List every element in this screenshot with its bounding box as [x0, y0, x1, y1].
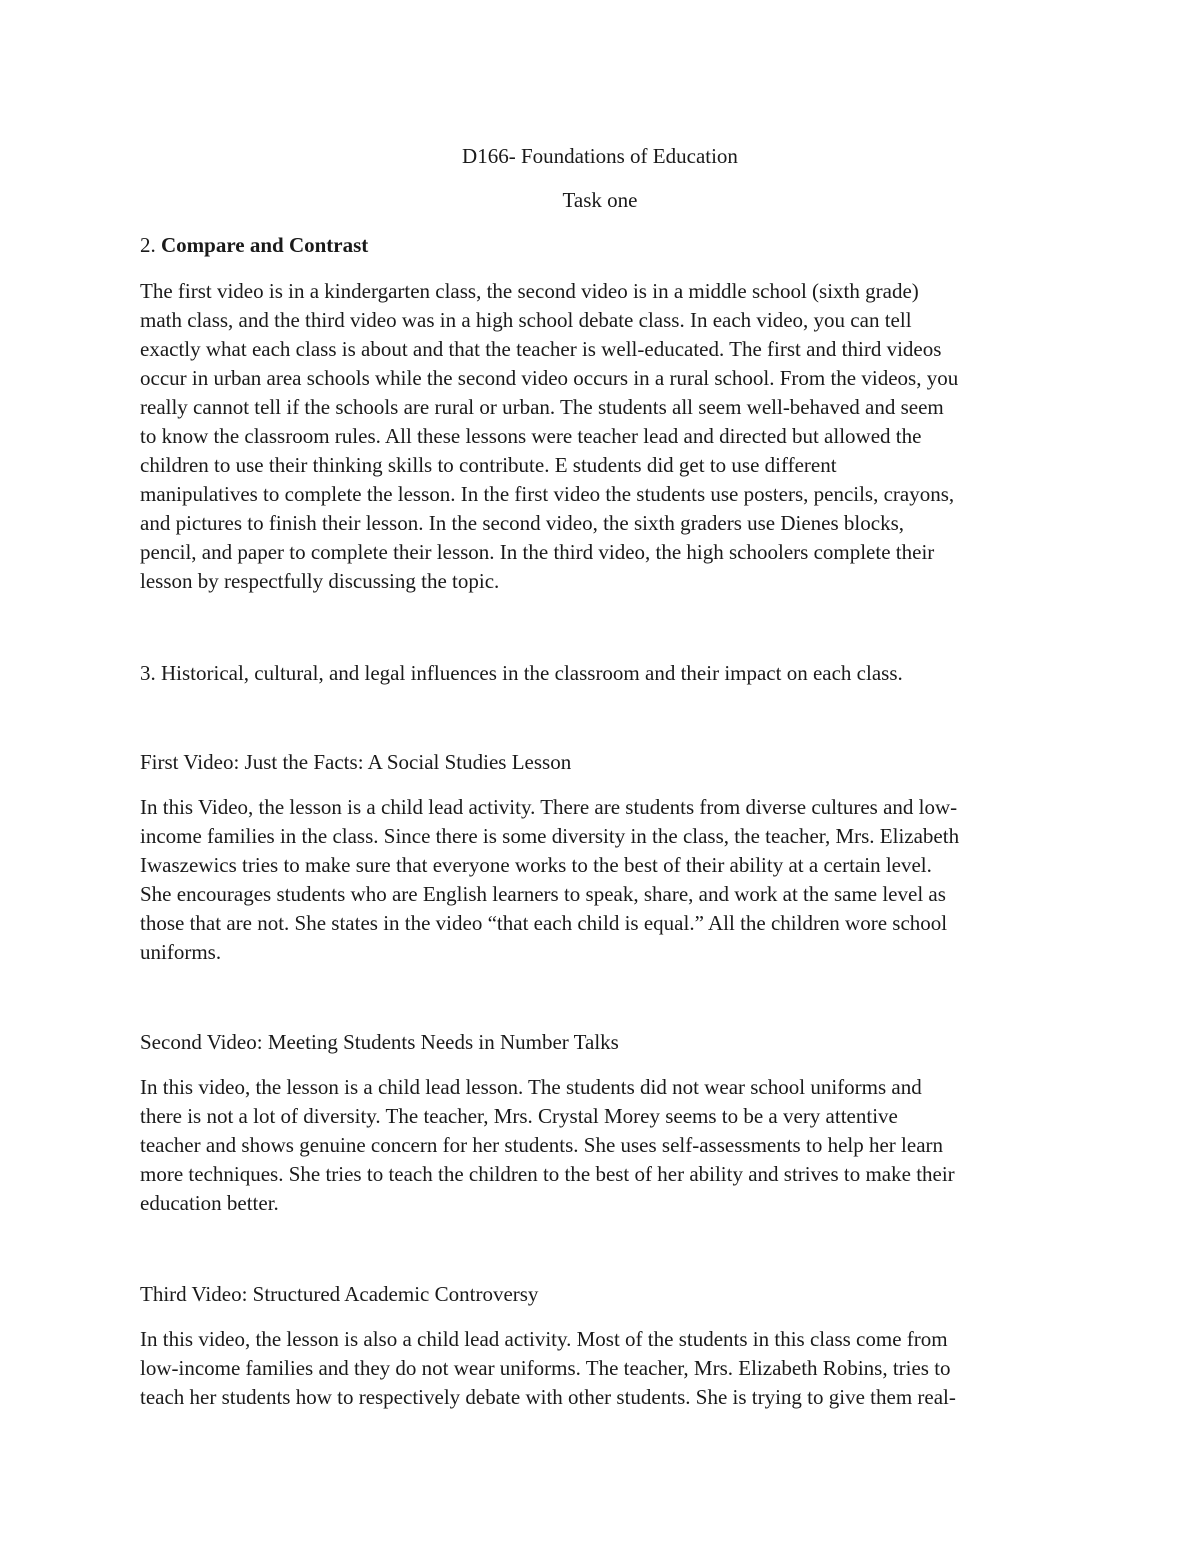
paragraph-line: In this video, the lesson is also a child lead activity. Most of the students in this class come from — [140, 1327, 948, 1351]
paragraph-line: there is not a lot of diversity. The teacher, Mrs. Crystal Morey seems to be a very attentive — [140, 1104, 898, 1128]
paragraph-line: education better. — [140, 1191, 279, 1215]
paragraph-line: and pictures to finish their lesson. In the second video, the sixth graders use Dienes blocks, — [140, 511, 904, 535]
paragraph-line: to know the classroom rules. All these lessons were teacher lead and directed but allowed the — [140, 424, 922, 448]
paragraph-line: She encourages students who are English learners to speak, share, and work at the same level as — [140, 882, 946, 906]
paragraph-line: manipulatives to complete the lesson. In the first video the students use posters, pencils, crayons, — [140, 482, 955, 506]
paragraph-line: exactly what each class is about and that the teacher is well-educated. The first and third videos — [140, 337, 942, 361]
section-2-number: 2. — [140, 233, 161, 257]
paragraph-line: income families in the class. Since there is some diversity in the class, the teacher, Mrs. Elizabeth — [140, 824, 960, 848]
paragraph-line: more techniques. She tries to teach the children to the best of her ability and strives to make their — [140, 1162, 955, 1186]
paragraph-line: uniforms. — [140, 940, 222, 964]
paragraph-line: pencil, and paper to complete their lesson. In the third video, the high schoolers complete their — [140, 540, 935, 564]
paragraph-line: children to use their thinking skills to contribute. E students did get to use different — [140, 453, 837, 477]
paragraph-line: teacher and shows genuine concern for her students. She uses self-assessments to help her learn — [140, 1133, 944, 1157]
document-subtitle: Task one — [562, 188, 638, 212]
section-2-title: Compare and Contrast — [161, 233, 369, 257]
paragraph-line: occur in urban area schools while the second video occurs in a rural school. From the videos, you — [140, 366, 959, 390]
paragraph-line: lesson by respectfully discussing the topic. — [140, 569, 500, 593]
paragraph-line: teach her students how to respectively debate with other students. She is trying to give them real- — [140, 1385, 956, 1409]
paragraph-line: math class, and the third video was in a high school debate class. In each video, you can tell — [140, 308, 912, 332]
paragraph-line: those that are not. She states in the video “that each child is equal.” All the children wore school — [140, 911, 948, 935]
video-1-heading: First Video: Just the Facts: A Social Studies Lesson — [140, 750, 572, 774]
video-2-heading: Second Video: Meeting Students Needs in Number Talks — [140, 1030, 619, 1054]
video-3-heading: Third Video: Structured Academic Controversy — [140, 1282, 539, 1306]
paragraph-line: really cannot tell if the schools are rural or urban. The students all seem well-behaved and seem — [140, 395, 944, 419]
paragraph-line: The first video is in a kindergarten class, the second video is in a middle school (sixth grade) — [140, 279, 919, 303]
paragraph-line: In this video, the lesson is a child lead lesson. The students did not wear school uniforms and — [140, 1075, 922, 1099]
paragraph-line: In this Video, the lesson is a child lead activity. There are students from diverse cultures and low- — [140, 795, 958, 819]
document-title: D166- Foundations of Education — [462, 144, 738, 168]
section-2-heading — [140, 231, 1070, 260]
section-3-heading: 3. Historical, cultural, and legal influences in the classroom and their impact on each class. — [140, 661, 903, 685]
paragraph-line: Iwaszewics tries to make sure that everyone works to the best of their ability at a certain level. — [140, 853, 932, 877]
paragraph-line: low-income families and they do not wear uniforms. The teacher, Mrs. Elizabeth Robins, tries to — [140, 1356, 951, 1380]
